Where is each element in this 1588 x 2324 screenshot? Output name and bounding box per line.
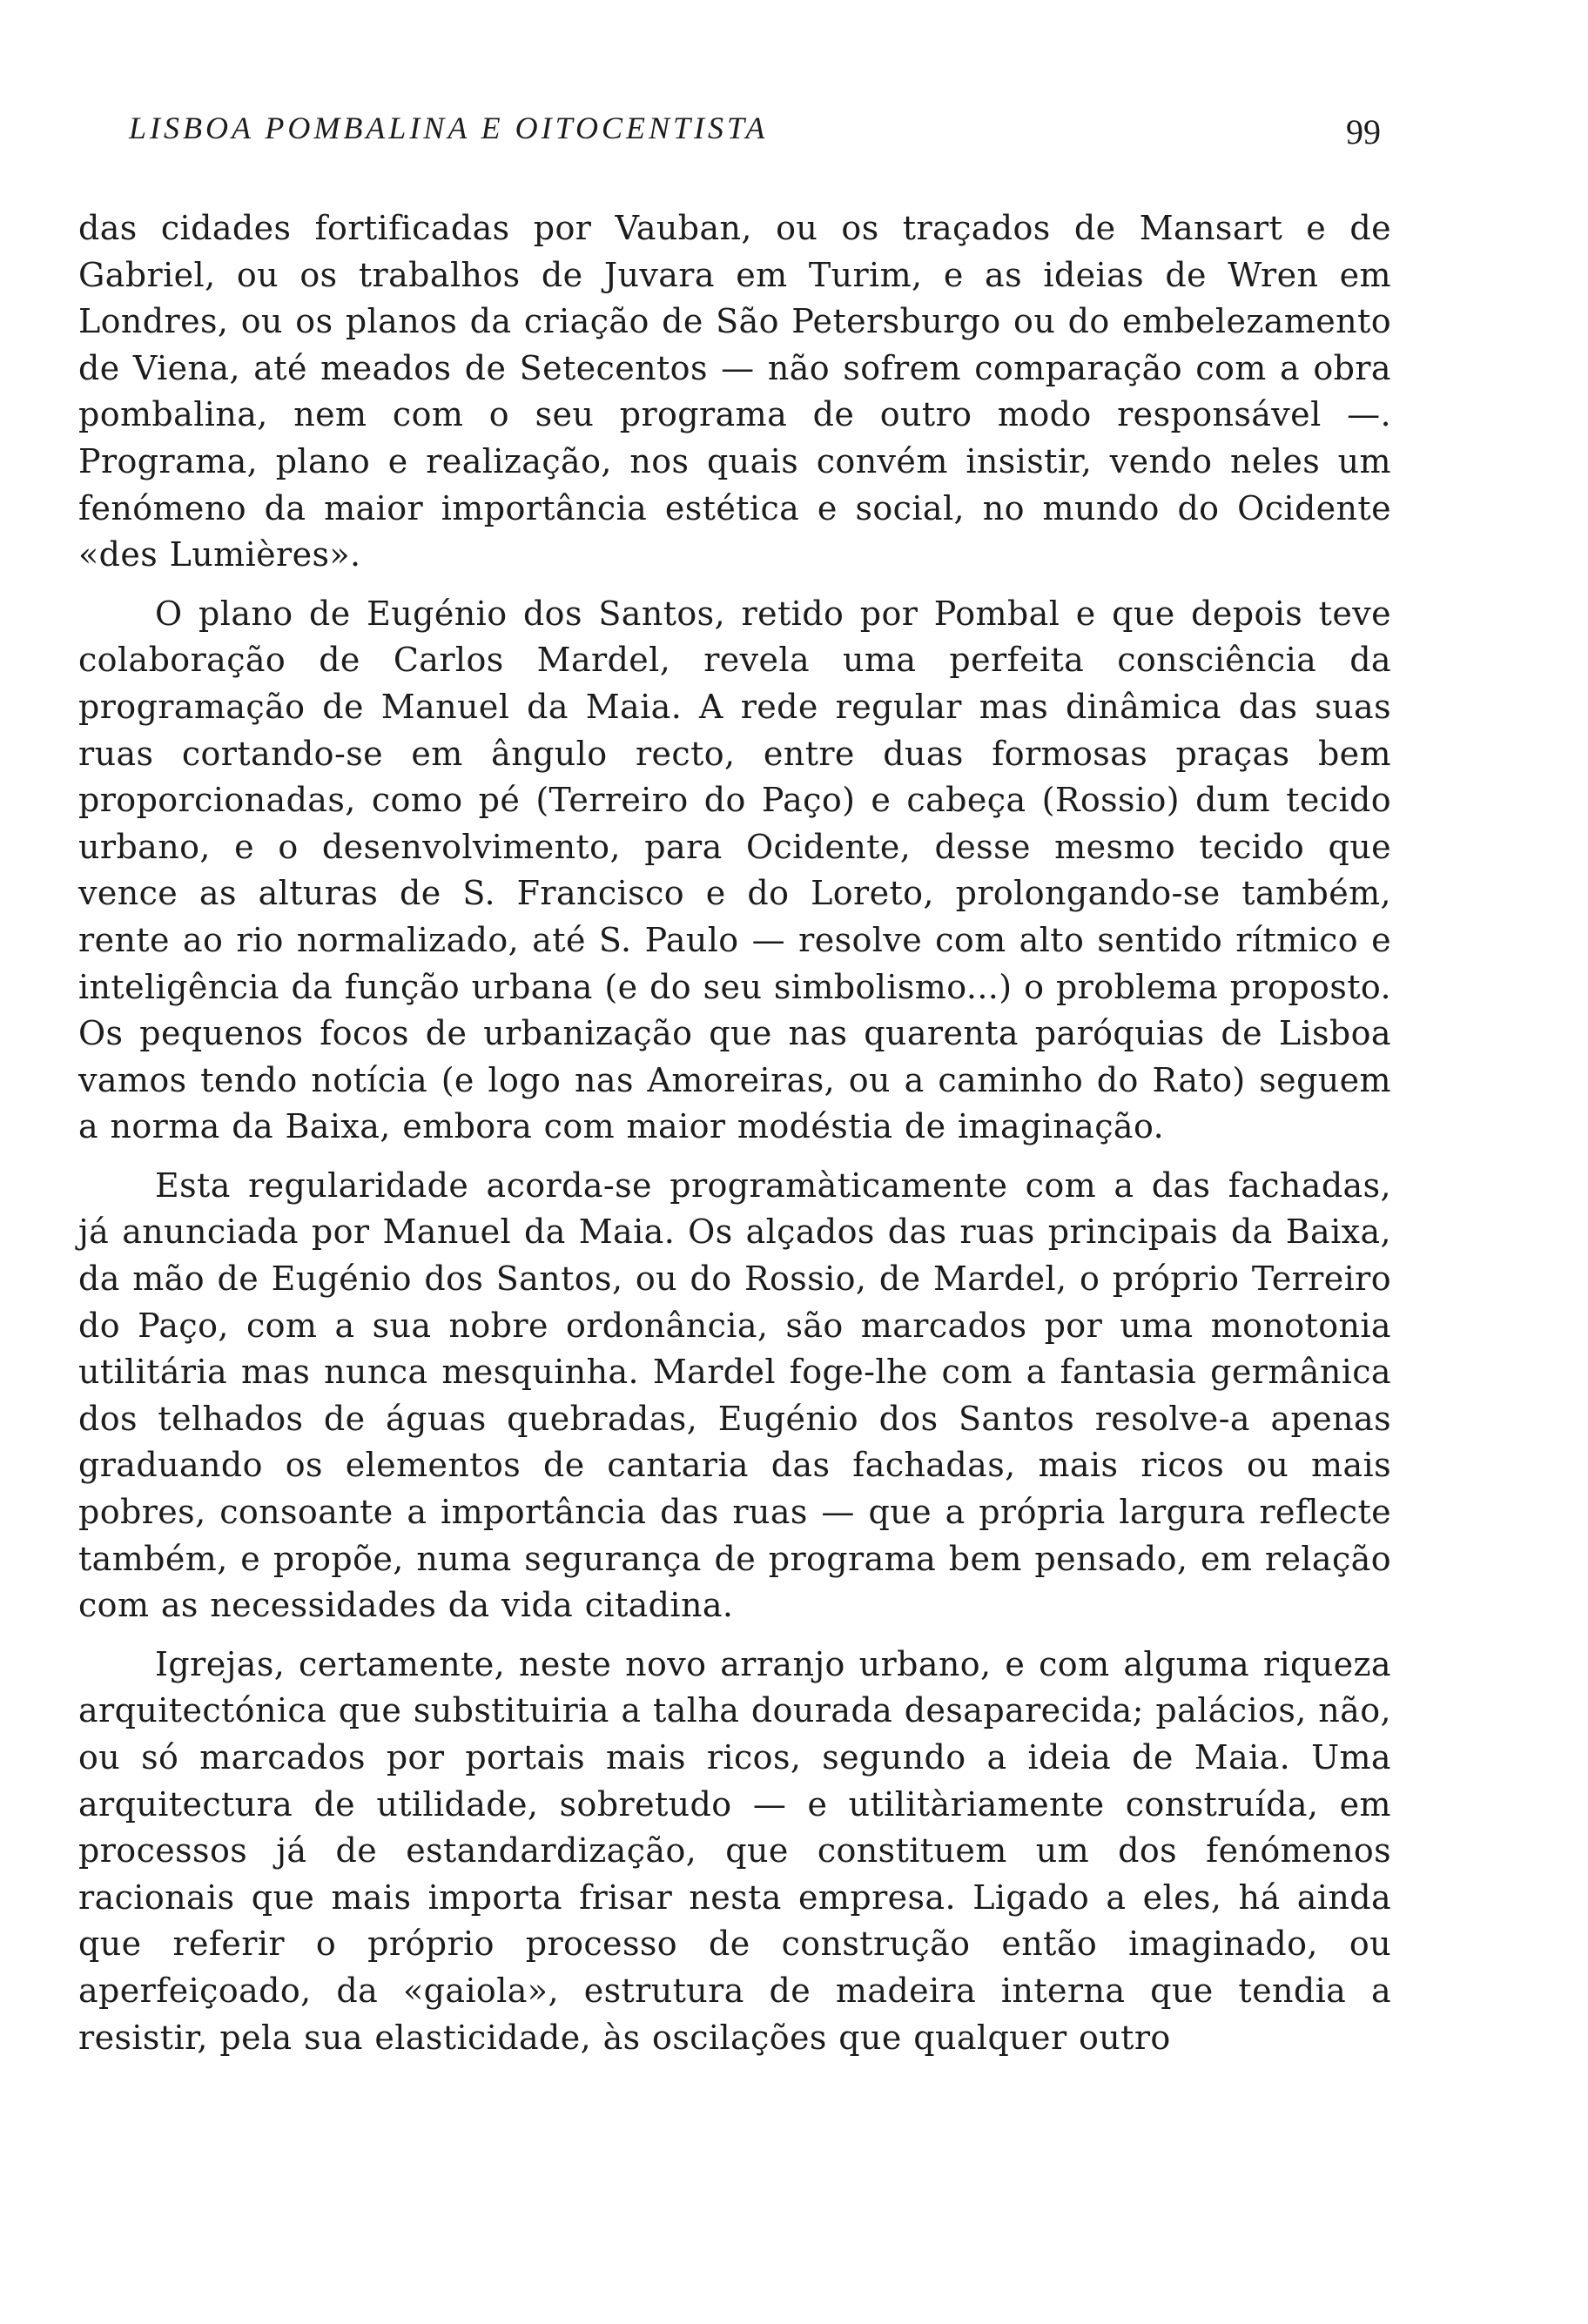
paragraph-igrejas: Igrejas, certamente, neste novo arranjo urbano, e com alguma riqueza arquitectónica que substituiria a talha dourada desaparecida; palácios, não, ou só marcados por portais mais ricos, segundo a ideia de Maia. Uma arquitectura de utilidade, sobretudo — e utilitàriamente construída, em processos já de estandardização, que constituem um dos fenómenos racionais que mais importa frisar nesta empresa. Ligado a eles, há ainda que referir o próprio processo de construção então imaginado, ou aperfeiçoado, da «gaiola», estrutura de madeira interna que tendia a resistir, pela sua elasticidade, às oscilações que qualquer outro	[78, 1644, 1391, 2057]
running-head: LISBOA POMBALINA E OITOCENTISTA	[129, 111, 769, 145]
paragraph-plano-eugenio: O plano de Eugénio dos Santos, retido por Pombal e que depois teve colaboração de Carlos Mardel, revela uma perfeita consciência da programação de Manuel da Maia. A rede regular mas dinâmica das suas ruas cortando-se em ângulo recto, entre duas formosas praças bem proporcionadas, como pé (Terreiro do Paço) e cabeça (Rossio) dum tecido urbano, e o desenvolvimento, para Ocidente, desse mesmo tecido que vence as alturas de S. Francisco e do Loreto, prolongando-se também, rente ao rio normalizado, até S. Paulo — resolve com alto sentido rítmico e inteligência da função urbana (e do seu simbolismo...) o problema proposto. Os pequenos focos de urbanização que nas quarenta paróquias de Lisboa vamos tendo notícia (e logo nas Amoreiras, ou a caminho do Rato) seguem a norma da Baixa, embora com maior modéstia de imaginação.	[78, 594, 1391, 1146]
paragraph-regularidade: Esta regularidade acorda-se programàticamente com a das fachadas, já anunciada por Manuel da Maia. Os alçados das ruas principais da Baixa, da mão de Eugénio dos Santos, ou do Rossio, de Mardel, o próprio Terreiro do Paço, com a sua nobre ordonância, são marcados por uma monotonia utilitária mas nunca mesquinha. Mardel foge-lhe com a fantasia germânica dos telhados de águas quebradas, Eugénio dos Santos resolve-a apenas graduando os elementos de cantaria das fachadas, mais ricos ou mais pobres, consoante a importância das ruas — que a própria largura reflecte também, e propõe, numa segurança de programa bem pensado, em relação com as necessidades da vida citadina.	[78, 1165, 1391, 1625]
page-number: 99	[1346, 112, 1381, 151]
body-text	[78, 205, 1391, 2061]
paragraph-continued: das cidades fortificadas por Vauban, ou os traçados de Mansart e de Gabriel, ou os trabalhos de Juvara em Turim, e as ideias de Wren em Londres, ou os planos da criação de São Petersburgo ou do embelezamento de Viena, até meados de Setecentos — não sofrem comparação com a obra pombalina, nem com o seu programa de outro modo responsável —. Programa, plano e realização, nos quais convém insistir, vendo neles um fenómeno da maior importância estética e social, no mundo do Ocidente «des Lumières».	[78, 209, 1391, 574]
